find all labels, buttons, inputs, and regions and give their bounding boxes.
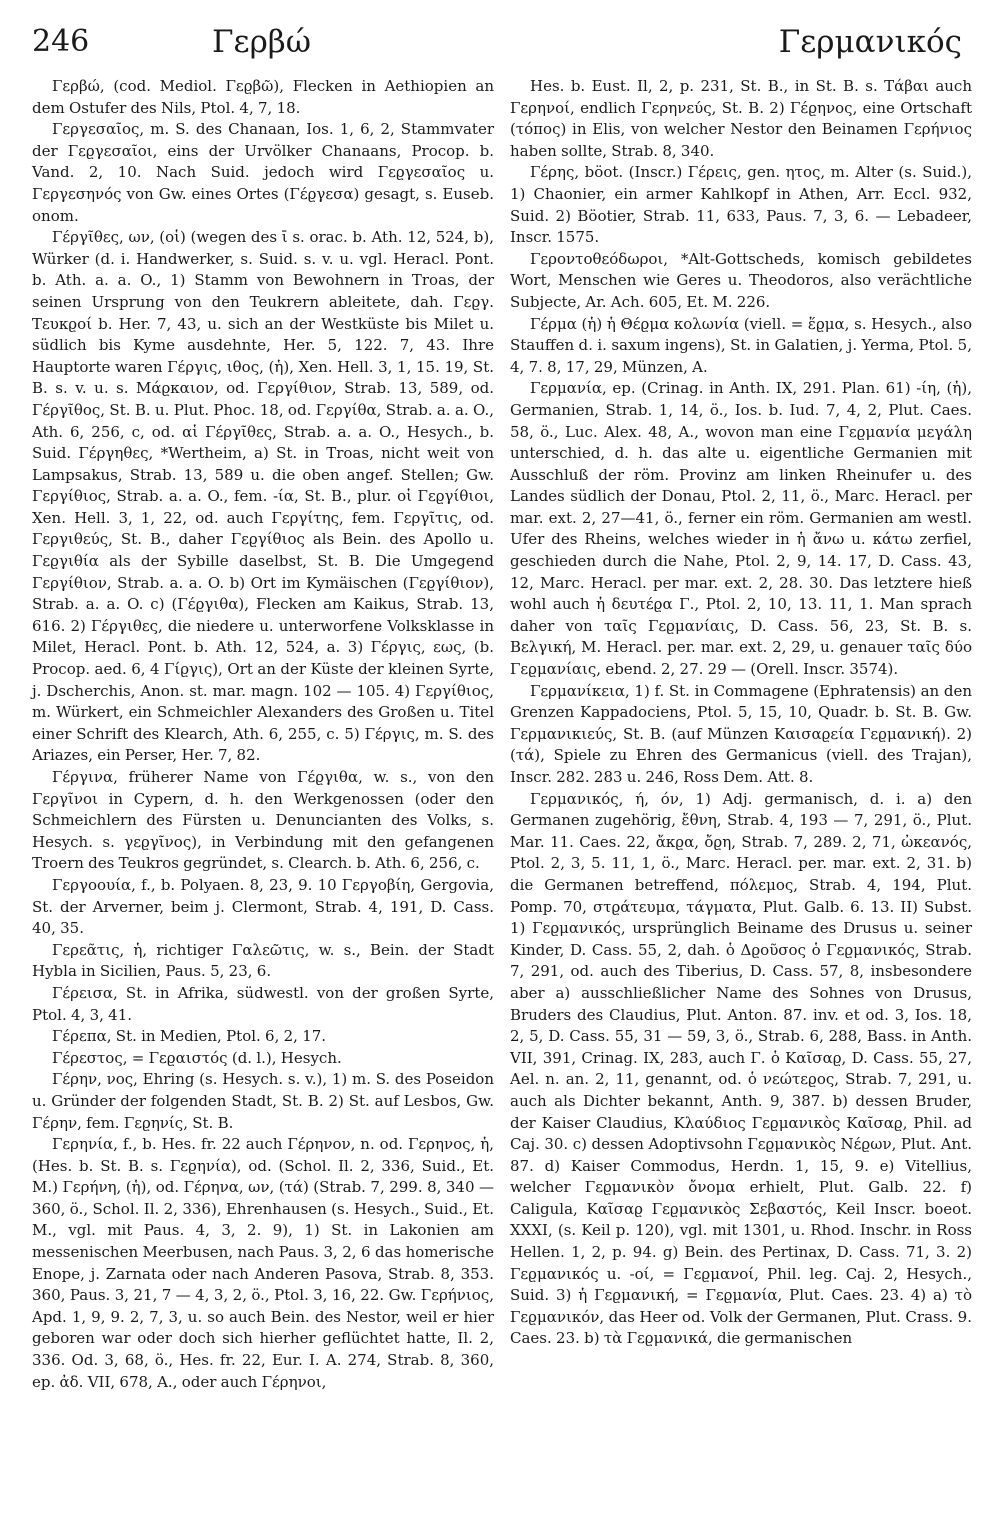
dictionary-entry: Γέρεπα, St. in Medien, Ptol. 6, 2, 17. <box>52 1027 327 1046</box>
dictionary-entry: Γερμανίκεια, 1) f. St. in Commagene (Ephratensis) an den Grenzen Kappadociens, Ptol. 5, 15, 10, Quadr. b. St. B. Gw. Γερμανικιεύς, St. B. (auf Münzen Καισαϱεία Γεϱμανική). 2) (τά), Spiele zu Ehren des Germanicus (viell. des Trajan), Inscr. 282. 283 u. 246, Ross Dem. Att. 8. <box>510 681 972 786</box>
dictionary-entry: Γέρην, νος, Ehring (s. Hesych. s. v.), 1) m. S. des Poseidon u. Gründer der folgenden Stadt, St. B. 2) St. auf Lesbos, Gw. Γέρην, fem. Γεϱηνίς, St. B. <box>32 1070 494 1132</box>
dictionary-entry: Γερεᾶτις, ἡ, richtiger Γαλεῶτις, w. s., Bein. der Stadt Hybla in Sicilien, Paus. 5, 23, 6. <box>32 940 494 981</box>
dictionary-entry: Γεργεσαῖος, m. S. des Chanaan, Ios. 1, 6, 2, Stammvater der Γεϱγεσαῖοι, eins der Urvölker Chanaans, Procop. b. Vand. 2, 10. Nach Suid. jedoch wird Γεϱγεσαῖος u. Γεργεσηνός von Gw. eines Ortes (Γέϱγεσα) gesagt, s. Euseb. onom. <box>32 120 494 225</box>
page-number: 246 <box>32 24 90 59</box>
columns <box>32 76 972 1393</box>
right-running-head: Γερμανικός <box>778 24 962 60</box>
page-header <box>32 20 972 70</box>
dictionary-entry: Hes. b. Eust. Il, 2, p. 231, St. B., in St. B. s. Τάβαι auch Γερηνοί, endlich Γερηνεύς, St. B. 2) Γέϱηνος, eine Ortschaft (τόπος) in Elis, von welcher Nestor den Beinamen Γερήνιος haben sollte, Strab. 8, 340. <box>510 77 972 160</box>
dictionary-entry: Γέργινα, früherer Name von Γέϱγιθα, w. s., von den Γεργῖνοι in Cypern, d. h. den Werkgenossen (oder den Schmeichlern des Fürsten u. Denuncianten des Volks, s. Hesych. s. γεϱγῖνος), in Verbindung mit den gefangenen Troern des Teukros gegründet, s. Clearch. b. Ath. 6, 256, c. <box>32 768 494 873</box>
dictionary-entry: Γερμανία, ep. (Crinag. in Anth. IX, 291. Plan. 61) -ίη, (ἡ), Germanien, Strab. 1, 14, ö., Ios. b. Iud. 7, 4, 2, Plut. Caes. 58, ö., Luc. Alex. 48, A., wovon man eine Γεϱμανία μεγάλη unterschied, d. h. das alte u. eigentliche Germanien mit Ausschluß der röm. Provinz am linken Rheinufer u. des Landes südlich der Donau, Ptol. 2, 11, ö., Marc. Heracl. per mar. ext. 2, 27—41, ö., ferner ein röm. Germanien am westl. Ufer des Rheins, welches wieder in ἡ ἄνω u. κάτω zerfiel, geschieden durch die Nahe, Ptol. 2, 9, 14. 17, D. Cass. 43, 12, Marc. Heracl. per mar. ext. 2, 28. 30. Das letztere hieß wohl auch ἡ δευτέϱα Γ., Ptol. 2, 10, 13. 11, 1. Man sprach daher von ταῖς Γεϱμανίαις, D. Cass. 56, 23, St. B. s. Βελγική, M. Heracl. per. mar. ext. 2, 29, u. genauer ταῖς δύο Γεϱμανίαις, ebend. 2, 27. 29 — (Orell. Inscr. 3574). <box>510 379 972 679</box>
dictionary-entry: Γερμανικός, ή, όν, 1) Adj. germanisch, d. i. a) den Germanen zugehörig, ἔθνη, Strab. 4, 193 — 7, 291, ö., Plut. Mar. 11. Caes. 22, ἄκϱα, ὄϱη, Strab. 7, 289. 2, 71, ὠκεανός, Ptol. 2, 3, 5. 11, 1, ö., Marc. Heracl. per. mar. ext. 2, 31. b) die Germanen betreffend, πόλεμος, Strab. 4, 194, Plut. Pomp. 70, στϱάτευμα, τάγματα, Plut. Galb. 6. 13. II) Subst. 1) Γεϱμανικός, ursprünglich Beiname des Drusus u. seiner Kinder, D. Cass. 55, 2, dah. ὁ Δϱοῦσος ὁ Γεϱμανικός, Strab. 7, 291, od. auch des Tiberius, D. Cass. 57, 8, insbesondere aber a) ausschließlicher Name des Sohnes von Drusus, Bruders des Claudius, Plut. Anton. 87. inv. et od. 3, Ios. 18, 2, 5, D. Cass. 55, 31 — 59, 3, ö., Strab. 6, 288, Bass. in Anth. VII, 391, Crinag. IX, 283, auch Γ. ὁ Καῖσαϱ, D. Cass. 55, 27, Ael. n. an. 2, 11, genannt, od. ὁ νεώτεϱος, Strab. 7, 291, u. auch als Dichter bekannt, Anth. 9, 387. b) dessen Bruder, der Kaiser Claudius, Κλαύδιος Γεϱμανικὸς Καῖσαϱ, Phil. ad Caj. 30. c) dessen Adoptivsohn Γεϱμανικὸς Νέϱων, Plut. Ant. 87. d) Kaiser Commodus, Herdn. 1, 15, 9. e) Vitellius, welcher Γεϱμανικὸν ὄνομα erhielt, Plut. Galb. 22. f) Caligula, Καῖσαϱ Γεϱμανικὸς Σεβαστός, Keil Inscr. boeot. XXXI, (s. Keil p. 120), vgl. mit 1301, u. Rhod. Inschr. in Ross Hellen. 1, 2, p. 94. g) Bein. des Pertinax, D. Cass. 71, 3. 2) Γεϱμανικός u. -οί, = Γεϱμανοί, Phil. leg. Caj. 2, Hesych., Suid. 3) ἡ Γεϱμανική, = Γεϱμανία, Plut. Caes. 23. 4) a) τὸ Γεϱμανικόν, das Heer od. Volk der Germanen, Plut. Crass. 9. Caes. 23. b) τὰ Γεϱμανικά, die germanischen <box>510 789 972 1348</box>
dictionary-entry: Γέρεισα, St. in Afrika, südwestl. von der großen Syrte, Ptol. 4, 3, 41. <box>32 983 494 1024</box>
dictionary-entry: Γέργῖθες, ων, (οἱ) (wegen des ῑ s. orac. b. Ath. 12, 524, b), Würker (d. i. Handwerker, s. Suid. s. v. u. vgl. Heracl. Pont. b. Ath. a. a. O., 1) Stamm von Bewohnern in Troas, der seinen Ursprung von den Teukrern ableitete, dah. Γεϱγ. Τευκϱοί b. Her. 7, 43, u. sich an der Westküste bis Milet u. südlich bis Kyme ausdehnte, Her. 5, 122. 7, 43. Ihre Hauptorte waren Γέργις, ιθος, (ἡ), Xen. Hell. 3, 1, 15. 19, St. B. s. v. u. s. Μάϱκαιον, od. Γεργίθιον, Strab. 13, 589, od. Γέργῖθος, St. B. u. Plut. Phoc. 18, od. Γεργίθα, Strab. a. a. O., Ath. 6, 256, c, od. αἱ Γέργῖθες, Strab. a. a. O., Hesych., b. Suid. Γέργηθες, *Wertheim, a) St. in Troas, nicht weit von Lampsakus, Strab. 13, 589 u. die oben angef. Stellen; Gw. Γεργίθιος, Strab. a. a. O., fem. -ία, St. B., plur. οἱ Γεϱγίθιοι, Xen. Hell. 3, 1, 22, od. auch Γεργίτης, fem. Γεργῖτις, od. Γεργιθεύς, St. B., daher Γεϱγίθιος als Bein. des Apollo u. Γεϱγιθία als der Sybille daselbst, St. B. Die Umgegend Γεργίθιον, Strab. a. a. O. b) Ort im Kymäischen (Γεϱγίθιον), Strab. a. a. O. c) (Γέϱγιθα), Flecken am Kaikus, Strab. 13, 616. 2) Γέργιθες, die niedere u. unterworfene Volksklasse in Milet, Heracl. Pont. b. Ath. 12, 524, a. 3) Γέργις, εως, (b. Procop. aed. 6, 4 Γίϱγις), Ort an der Küste der kleinen Syrte, j. Dscherchis, Anon. st. mar. magn. 102 — 105. 4) Γεργίθιος, m. Würkert, ein Schmeichler Alexanders des Großen u. Titel einer Schrift des Klearch, Ath. 6, 255, c. 5) Γέργις, m. S. des Ariazes, ein Perser, Her. 7, 82. <box>32 228 494 765</box>
dictionary-entry: Γεροντοθεόδωροι, *Alt-Gottscheds, komisch gebildetes Wort, Menschen wie Geres u. Theodoros, also verächtliche Subjecte, Ar. Ach. 605, Et. M. 226. <box>510 249 972 311</box>
dictionary-entry: Γερηνία, f., b. Hes. fr. 22 auch Γέρηνον, n. od. Γερηνος, ἡ, (Hes. b. St. B. s. Γεϱηνία), od. (Schol. Il. 2, 336, Suid., Et. M.) Γερήνη, (ἡ), od. Γέρηνα, ων, (τά) (Strab. 7, 299. 8, 340 — 360, ö., Schol. Il. 2, 336), Ehrenhausen (s. Hesych., Suid., Et. M., vgl. mit Paus. 4, 3, 2. 9), 1) St. in Lakonien am messenischen Meerbusen, nach Paus. 3, 2, 6 das homerische Enope, j. Zarnata oder nach Anderen Pasova, Strab. 8, 353. 360, Paus. 3, 21, 7 — 4, 3, 2, ö., Ptol. 3, 16, 22. Gw. Γερήνιος, Apd. 1, 9, 9. 2, 7, 3, u. so auch Bein. des Nestor, weil er hier geboren war oder doch sich hierher geflüchtet hatte, Il. 2, 336. Od. 3, 68, ö., Hes. fr. 22, Eur. I. A. 274, Strab. 8, 360, ep. ἀδ. VII, 678, A., oder auch Γέρηνοι, <box>32 1135 494 1391</box>
left-column <box>32 76 494 1393</box>
dictionary-entry: Γέρης, böot. (Inscr.) Γέρεις, gen. ητος, m. Alter (s. Suid.), 1) Chaonier, ein armer Kahlkopf in Athen, Arr. Eccl. 932, Suid. 2) Böotier, Strab. 11, 633, Paus. 7, 3, 6. — Lebadeer, Inscr. 1575. <box>510 163 972 247</box>
dictionary-entry: Γέρεστος, = Γεϱαιστός (d. l.), Hesych. <box>52 1048 342 1067</box>
dictionary-entry: Γεργοουία, f., b. Polyaen. 8, 23, 9. 10 Γεργοβίη, Gergovia, St. der Arverner, beim j. Clermont, Strab. 4, 191, D. Cass. 40, 35. <box>32 875 494 938</box>
dictionary-entry: Γέρμα (ἡ) ἡ Θέϱμα κολωνία (viell. = ἕϱμα, s. Hesych., also Stauffen d. i. saxum ingens), St. in Galatien, j. Yerma, Ptol. 5, 4, 7. 8, 17, 29, Münzen, A. <box>510 314 972 376</box>
left-running-head: Γερβώ <box>212 24 311 60</box>
right-column <box>510 76 972 1393</box>
dictionary-entry: Γερβώ, (cod. Mediol. Γεϱβῶ), Flecken in Aethiopien an dem Ostufer des Nils, Ptol. 4, 7, 18. <box>32 77 494 117</box>
